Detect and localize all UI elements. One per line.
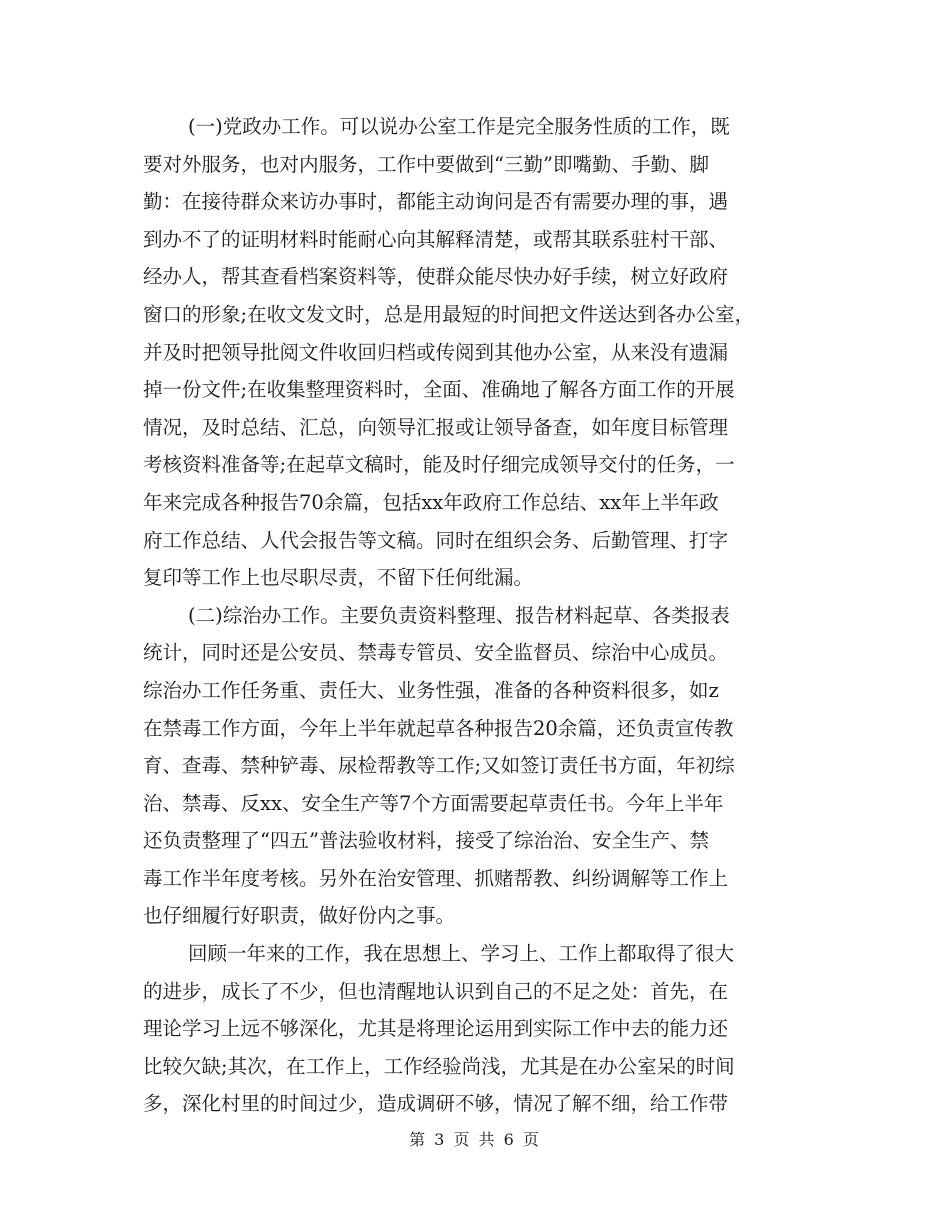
text-line: 府工作总结、人代会报告等文稿。同时在组织会务、后勤管理、打字 bbox=[143, 528, 729, 552]
text-line: 治、禁毒、反xx、安全生产等7个方面需要起草责任书。今年上半年 bbox=[143, 791, 724, 815]
text-line: 比较欠缺;其次，在工作上，工作经验尚浅，尤其是在办公室呆的时间 bbox=[143, 1054, 735, 1078]
text-line: (二)综治办工作。主要负责资料整理、报告材料起草、各类报表 bbox=[188, 603, 730, 627]
text-line: 也仔细履行好职责，做好份内之事。 bbox=[143, 904, 456, 928]
text-line: (一)党政办工作。可以说办公室工作是完全服务性质的工作，既 bbox=[188, 115, 730, 138]
text-line: 窗口的形象;在收文发文时，总是用最短的时间把文件送达到各办公室， bbox=[143, 302, 755, 326]
text-line: 经办人，帮其查看档案资料等，使群众能尽快办好手续，树立好政府 bbox=[143, 265, 729, 289]
text-line: 育、查毒、禁种铲毒、尿检帮教等工作;又如签订责任书方面，年初综 bbox=[143, 754, 735, 778]
text-line: 理论学习上远不够深化，尤其是将理论运用到实际工作中去的能力还 bbox=[143, 1017, 729, 1041]
text-line: 的进步，成长了不少，但也清醒地认识到自己的不足之处：首先，在 bbox=[143, 979, 729, 1003]
text-line: 复印等工作上也尽职尽责，不留下任何纰漏。 bbox=[143, 566, 534, 590]
text-line: 在禁毒工作方面，今年上半年就起草各种报告20余篇，还负责宣传教 bbox=[143, 716, 734, 740]
text-line: 要对外服务，也对内服务，工作中要做到“三勤”即嘴勤、手勤、脚 bbox=[143, 152, 709, 176]
text-line: 情况，及时总结、汇总，向领导汇报或让领导备查，如年度目标管理 bbox=[143, 415, 729, 439]
text-line: 到办不了的证明材料时能耐心向其解释清楚，或帮其联系驻村干部、 bbox=[143, 227, 729, 251]
text-line: 统计，同时还是公安员、禁毒专管员、安全监督员、综治中心成员。 bbox=[143, 641, 729, 665]
text-line: 掉一份文件;在收集整理资料时，全面、准确地了解各方面工作的开展 bbox=[143, 378, 735, 402]
text-line: 还负责整理了“四五”普法验收材料，接受了综治治、安全生产、禁 bbox=[143, 829, 709, 853]
text-line: 年来完成各种报告70余篇，包括xx年政府工作总结、xx年上半年政 bbox=[143, 490, 719, 514]
document-body bbox=[143, 108, 823, 1123]
text-line: 多，深化村里的时间过少，造成调研不够，情况了解不细，给工作带 bbox=[143, 1092, 729, 1116]
text-line: 考核资料准备等;在起草文稿时，能及时仔细完成领导交付的任务，一 bbox=[143, 453, 735, 477]
text-line: 综治办工作任务重、责任大、业务性强，准备的各种资料很多，如z bbox=[143, 678, 719, 702]
page-number-label: 第 3 页 共 6 页 bbox=[409, 1130, 541, 1149]
text-line: 回顾一年来的工作，我在思想上、学习上、工作上都取得了很大 bbox=[188, 942, 735, 966]
text-line: 毒工作半年度考核。另外在治安管理、抓赌帮教、纠纷调解等工作上 bbox=[143, 866, 729, 890]
text-line: 勤：在接待群众来访办事时，都能主动询问是否有需要办理的事，遇 bbox=[143, 190, 729, 214]
text-line: 并及时把领导批阅文件收回归档或传阅到其他办公室，从来没有遗漏 bbox=[143, 340, 729, 364]
page-footer bbox=[0, 1127, 950, 1150]
